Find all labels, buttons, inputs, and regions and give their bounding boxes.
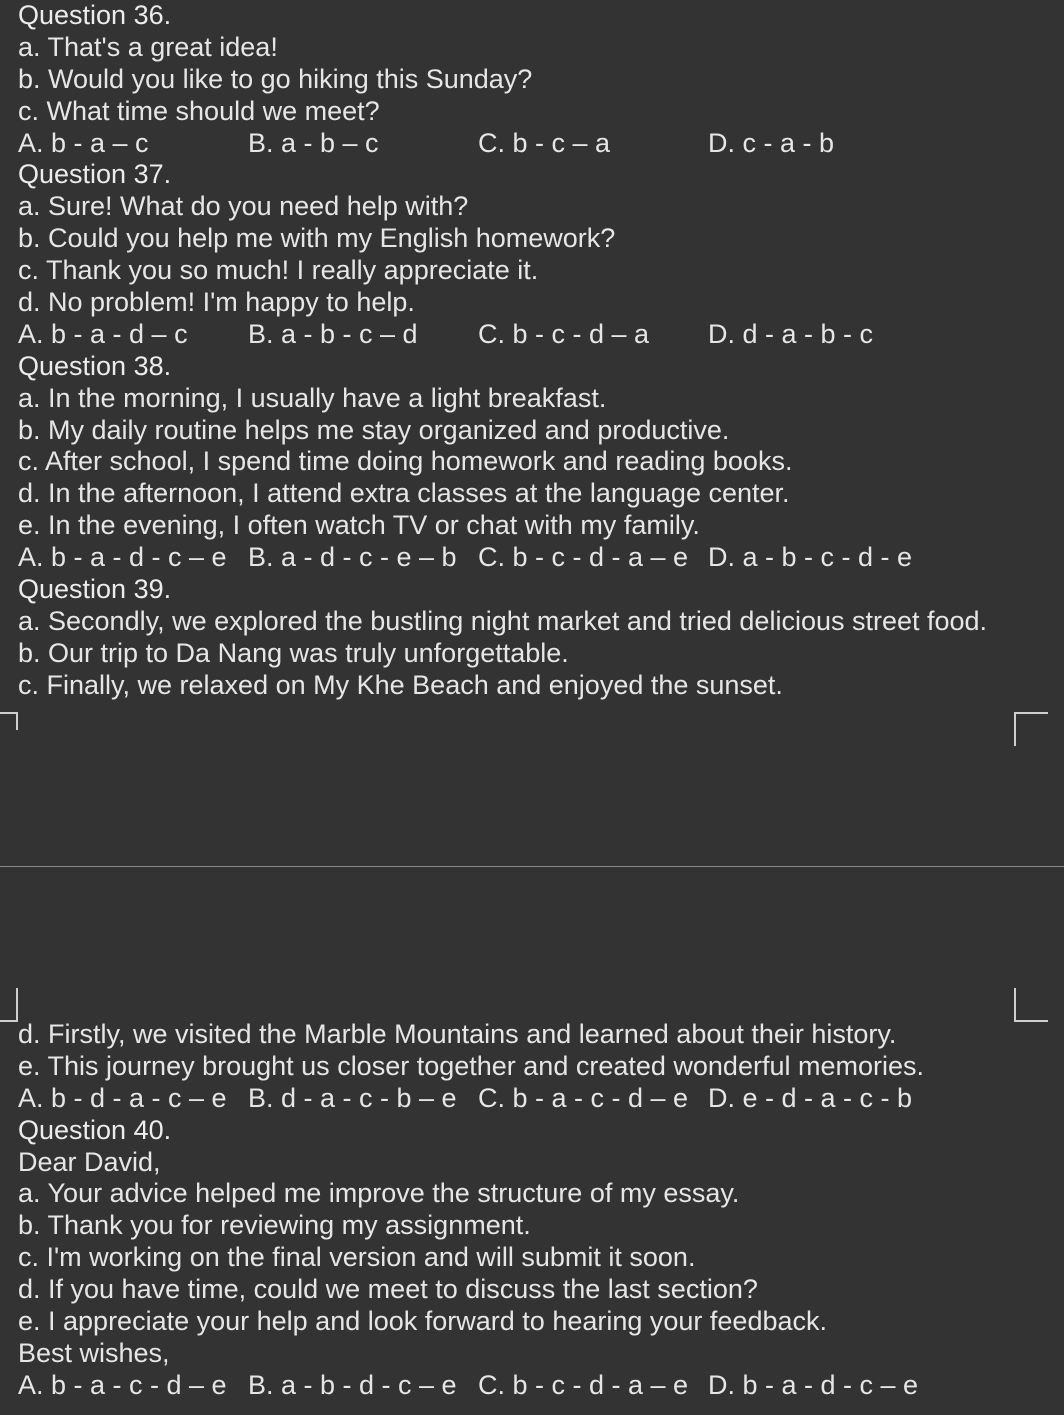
crop-mark-bottom-right (1014, 988, 1048, 1022)
option-a: A. b - a - d – c (18, 318, 188, 349)
sentence-e: e. This journey brought us closer together and created wonderful memories. (18, 1050, 924, 1081)
sentence-c: c. I'm working on the final version and will submit it soon. (18, 1242, 696, 1273)
option-c: C. b - c - d - a – e (478, 1369, 689, 1400)
question-37 (18, 159, 1044, 350)
question-36 (18, 0, 1044, 159)
option-b: B. a - b - d - c – e (248, 1369, 457, 1400)
answer-options (18, 542, 1044, 574)
answer-options (18, 319, 1044, 351)
crop-mark-bottom-left (0, 988, 18, 1022)
option-c: C. b - c - d - a – e (478, 542, 689, 573)
option-b: B. a - b – c (248, 127, 379, 158)
option-b: B. d - a - c - b – e (248, 1082, 457, 1113)
option-d: D. a - b - c - d - e (708, 542, 913, 573)
sentence-b: b. Thank you for reviewing my assignment. (18, 1210, 531, 1241)
option-d: D. d - a - b - c (708, 318, 874, 349)
crop-mark-top-right (1014, 712, 1048, 746)
option-d: D. c - a - b (708, 127, 835, 158)
sentence-a: a. Secondly, we explored the bustling night market and tried delicious street food. (18, 605, 988, 636)
question-title: Question 39. (18, 574, 172, 605)
option-a: A. b - d - a - c – e (18, 1082, 227, 1113)
question-39-part-2 (18, 1019, 1044, 1115)
crop-mark-top-left (0, 712, 18, 730)
sentence-a: a. In the morning, I usually have a light breakfast. (18, 382, 607, 413)
sentence-b: b. Would you like to go hiking this Sunday? (18, 63, 533, 94)
sentence-b: b. Our trip to Da Nang was truly unforgettable. (18, 637, 569, 668)
sentence-a: a. That's a great idea! (18, 31, 278, 62)
question-title: Question 37. (18, 159, 172, 190)
question-title: Question 40. (18, 1114, 172, 1145)
sentence-c: c. After school, I spend time doing homework and reading books. (18, 446, 793, 477)
sentence-e: e. In the evening, I often watch TV or chat with my family. (18, 510, 700, 541)
sentence-b: b. Could you help me with my English homework? (18, 223, 616, 254)
sentence-c: c. Finally, we relaxed on My Khe Beach and enjoyed the sunset. (18, 669, 783, 700)
sentence-d: d. If you have time, could we meet to discuss the last section? (18, 1274, 758, 1305)
document-page-lower (0, 867, 1064, 1415)
option-d: D. b - a - d - c – e (708, 1369, 919, 1400)
sentence-a: a. Your advice helped me improve the structure of my essay. (18, 1178, 740, 1209)
option-a: A. b - a - d - c – e (18, 542, 227, 573)
option-a: A. b - a – c (18, 127, 149, 158)
sentence-d: d. In the afternoon, I attend extra classes at the language center. (18, 478, 790, 509)
question-38 (18, 351, 1044, 574)
answer-options (18, 1083, 1044, 1115)
question-title: Question 38. (18, 350, 172, 381)
option-a: A. b - a - c - d – e (18, 1369, 227, 1400)
option-b: B. a - b - c – d (248, 318, 418, 349)
page-content-upper (18, 0, 1044, 702)
sentence-b: b. My daily routine helps me stay organized and productive. (18, 414, 730, 445)
question-title: Question 36. (18, 0, 172, 30)
question-40 (18, 1115, 1044, 1402)
sentence-a: a. Sure! What do you need help with? (18, 191, 469, 222)
option-c: C. b - c – a (478, 127, 611, 158)
sentence-d: d. No problem! I'm happy to help. (18, 287, 415, 318)
sentence-c: c. Thank you so much! I really appreciate it. (18, 255, 539, 286)
option-d: D. e - d - a - c - b (708, 1082, 913, 1113)
answer-options (18, 128, 1044, 160)
option-c: C. b - a - c - d – e (478, 1082, 689, 1113)
sentence-c: c. What time should we meet? (18, 95, 380, 126)
sentence-e: e. I appreciate your help and look forward to hearing your feedback. (18, 1306, 827, 1337)
option-c: C. b - c - d – a (478, 318, 650, 349)
question-39-part-1 (18, 574, 1044, 702)
page-content-lower (18, 1019, 1044, 1402)
letter-greeting: Dear David, (18, 1146, 161, 1177)
option-b: B. a - d - c - e – b (248, 542, 457, 573)
sentence-d: d. Firstly, we visited the Marble Mountains and learned about their history. (18, 1019, 897, 1049)
letter-closing: Best wishes, (18, 1337, 170, 1368)
answer-options (18, 1370, 1044, 1402)
